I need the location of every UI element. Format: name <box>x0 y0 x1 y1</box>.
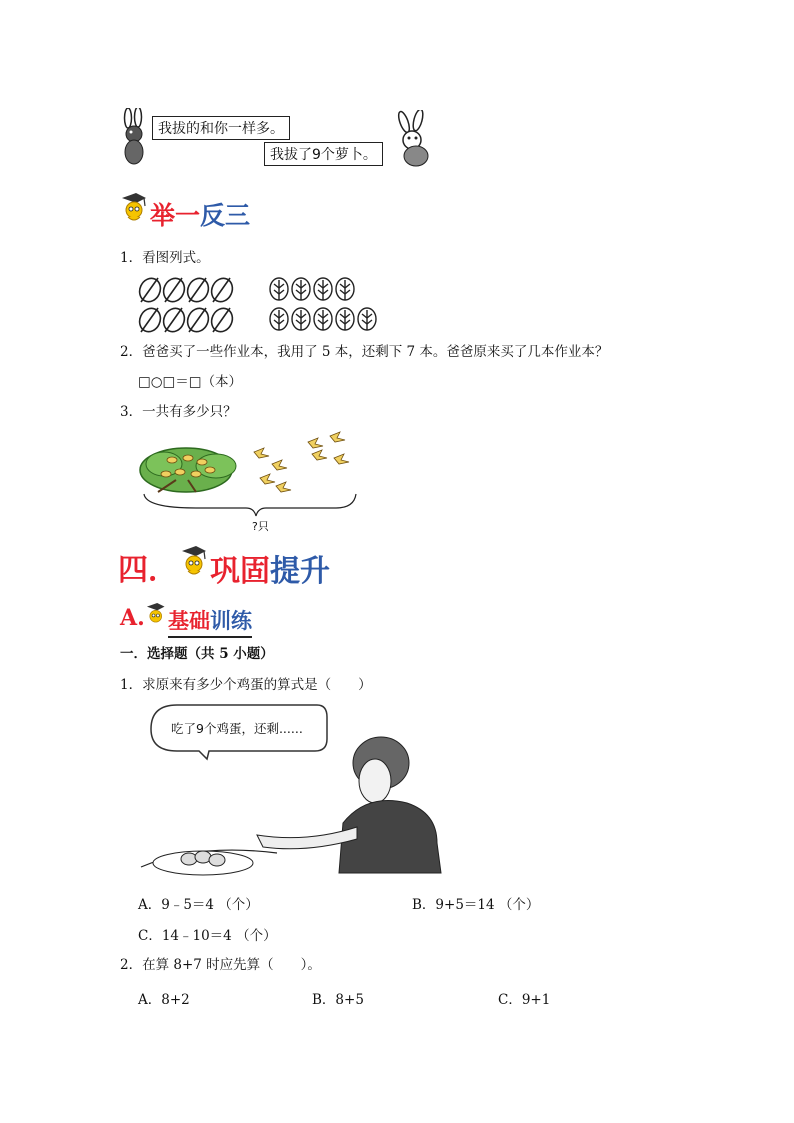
leaf-filled-icons <box>268 276 380 334</box>
mc2-option-c[interactable]: C．9+1 <box>498 992 551 1008</box>
mc1-option-b[interactable]: B．9+5＝14 （个） <box>412 897 540 913</box>
leaf-group-left <box>138 276 242 334</box>
mc2-question: 2．在算 8+7 时应先算（ ）。 <box>120 957 321 973</box>
birds-illustration <box>136 428 358 532</box>
question-2-formula: □○□＝□（本） <box>138 374 243 390</box>
section-four-title <box>210 546 330 590</box>
part-1-heading: 一．选择题（共 5 小题） <box>120 646 274 662</box>
leaf-outline-icons <box>138 276 242 334</box>
section-a-title-red: 基础 <box>168 608 210 633</box>
egg-speech-text: 吃了9个鸡蛋，还剩...... <box>171 721 303 736</box>
mascot-icon-3 <box>144 600 166 628</box>
rabbit-right-icon <box>390 110 436 168</box>
mc2-option-b[interactable]: B．8+5 <box>312 992 364 1008</box>
question-2-text: 2．爸爸买了一些作业本，我用了 5 本，还剩下 7 本。爸爸原来买了几本作业本？ <box>120 344 609 360</box>
egg-illustration <box>137 703 469 883</box>
section-a-title-blue: 训练 <box>210 608 252 633</box>
birds-total-label: ?只 <box>252 520 269 533</box>
mascot-icon-2 <box>178 543 208 579</box>
section-four-number: 四． <box>118 553 178 588</box>
section-title-blue: 反三 <box>200 201 251 230</box>
question-1-text: 1．看图列式。 <box>120 250 210 266</box>
rabbit-left-icon <box>118 108 152 168</box>
tree-and-birds-icon <box>136 428 358 532</box>
leaf-group-right <box>268 276 380 334</box>
mc2-option-a[interactable]: A．8+2 <box>138 992 190 1008</box>
section-four-title-red: 巩固 <box>210 554 270 589</box>
mascot-icon <box>118 190 148 224</box>
intro-illustration <box>118 108 438 170</box>
mc1-option-c[interactable]: C．14﹣10＝4 （个） <box>138 928 277 944</box>
speech-bubble-right: 我拔了9个萝卜。 <box>264 142 383 166</box>
mc1-option-a[interactable]: A．9﹣5＝4 （个） <box>138 897 259 913</box>
section-four-title-blue: 提升 <box>270 554 330 589</box>
section-title-red: 举一 <box>150 201 201 230</box>
speech-bubble-left: 我拔的和你一样多。 <box>152 116 290 140</box>
section-title-example <box>150 196 250 232</box>
mc1-question: 1．求原来有多少个鸡蛋的算式是（ ） <box>120 677 372 693</box>
question-3-text: 3．一共有多少只？ <box>120 404 237 420</box>
section-a-letter: A. <box>120 605 145 631</box>
section-a-title <box>168 605 252 638</box>
